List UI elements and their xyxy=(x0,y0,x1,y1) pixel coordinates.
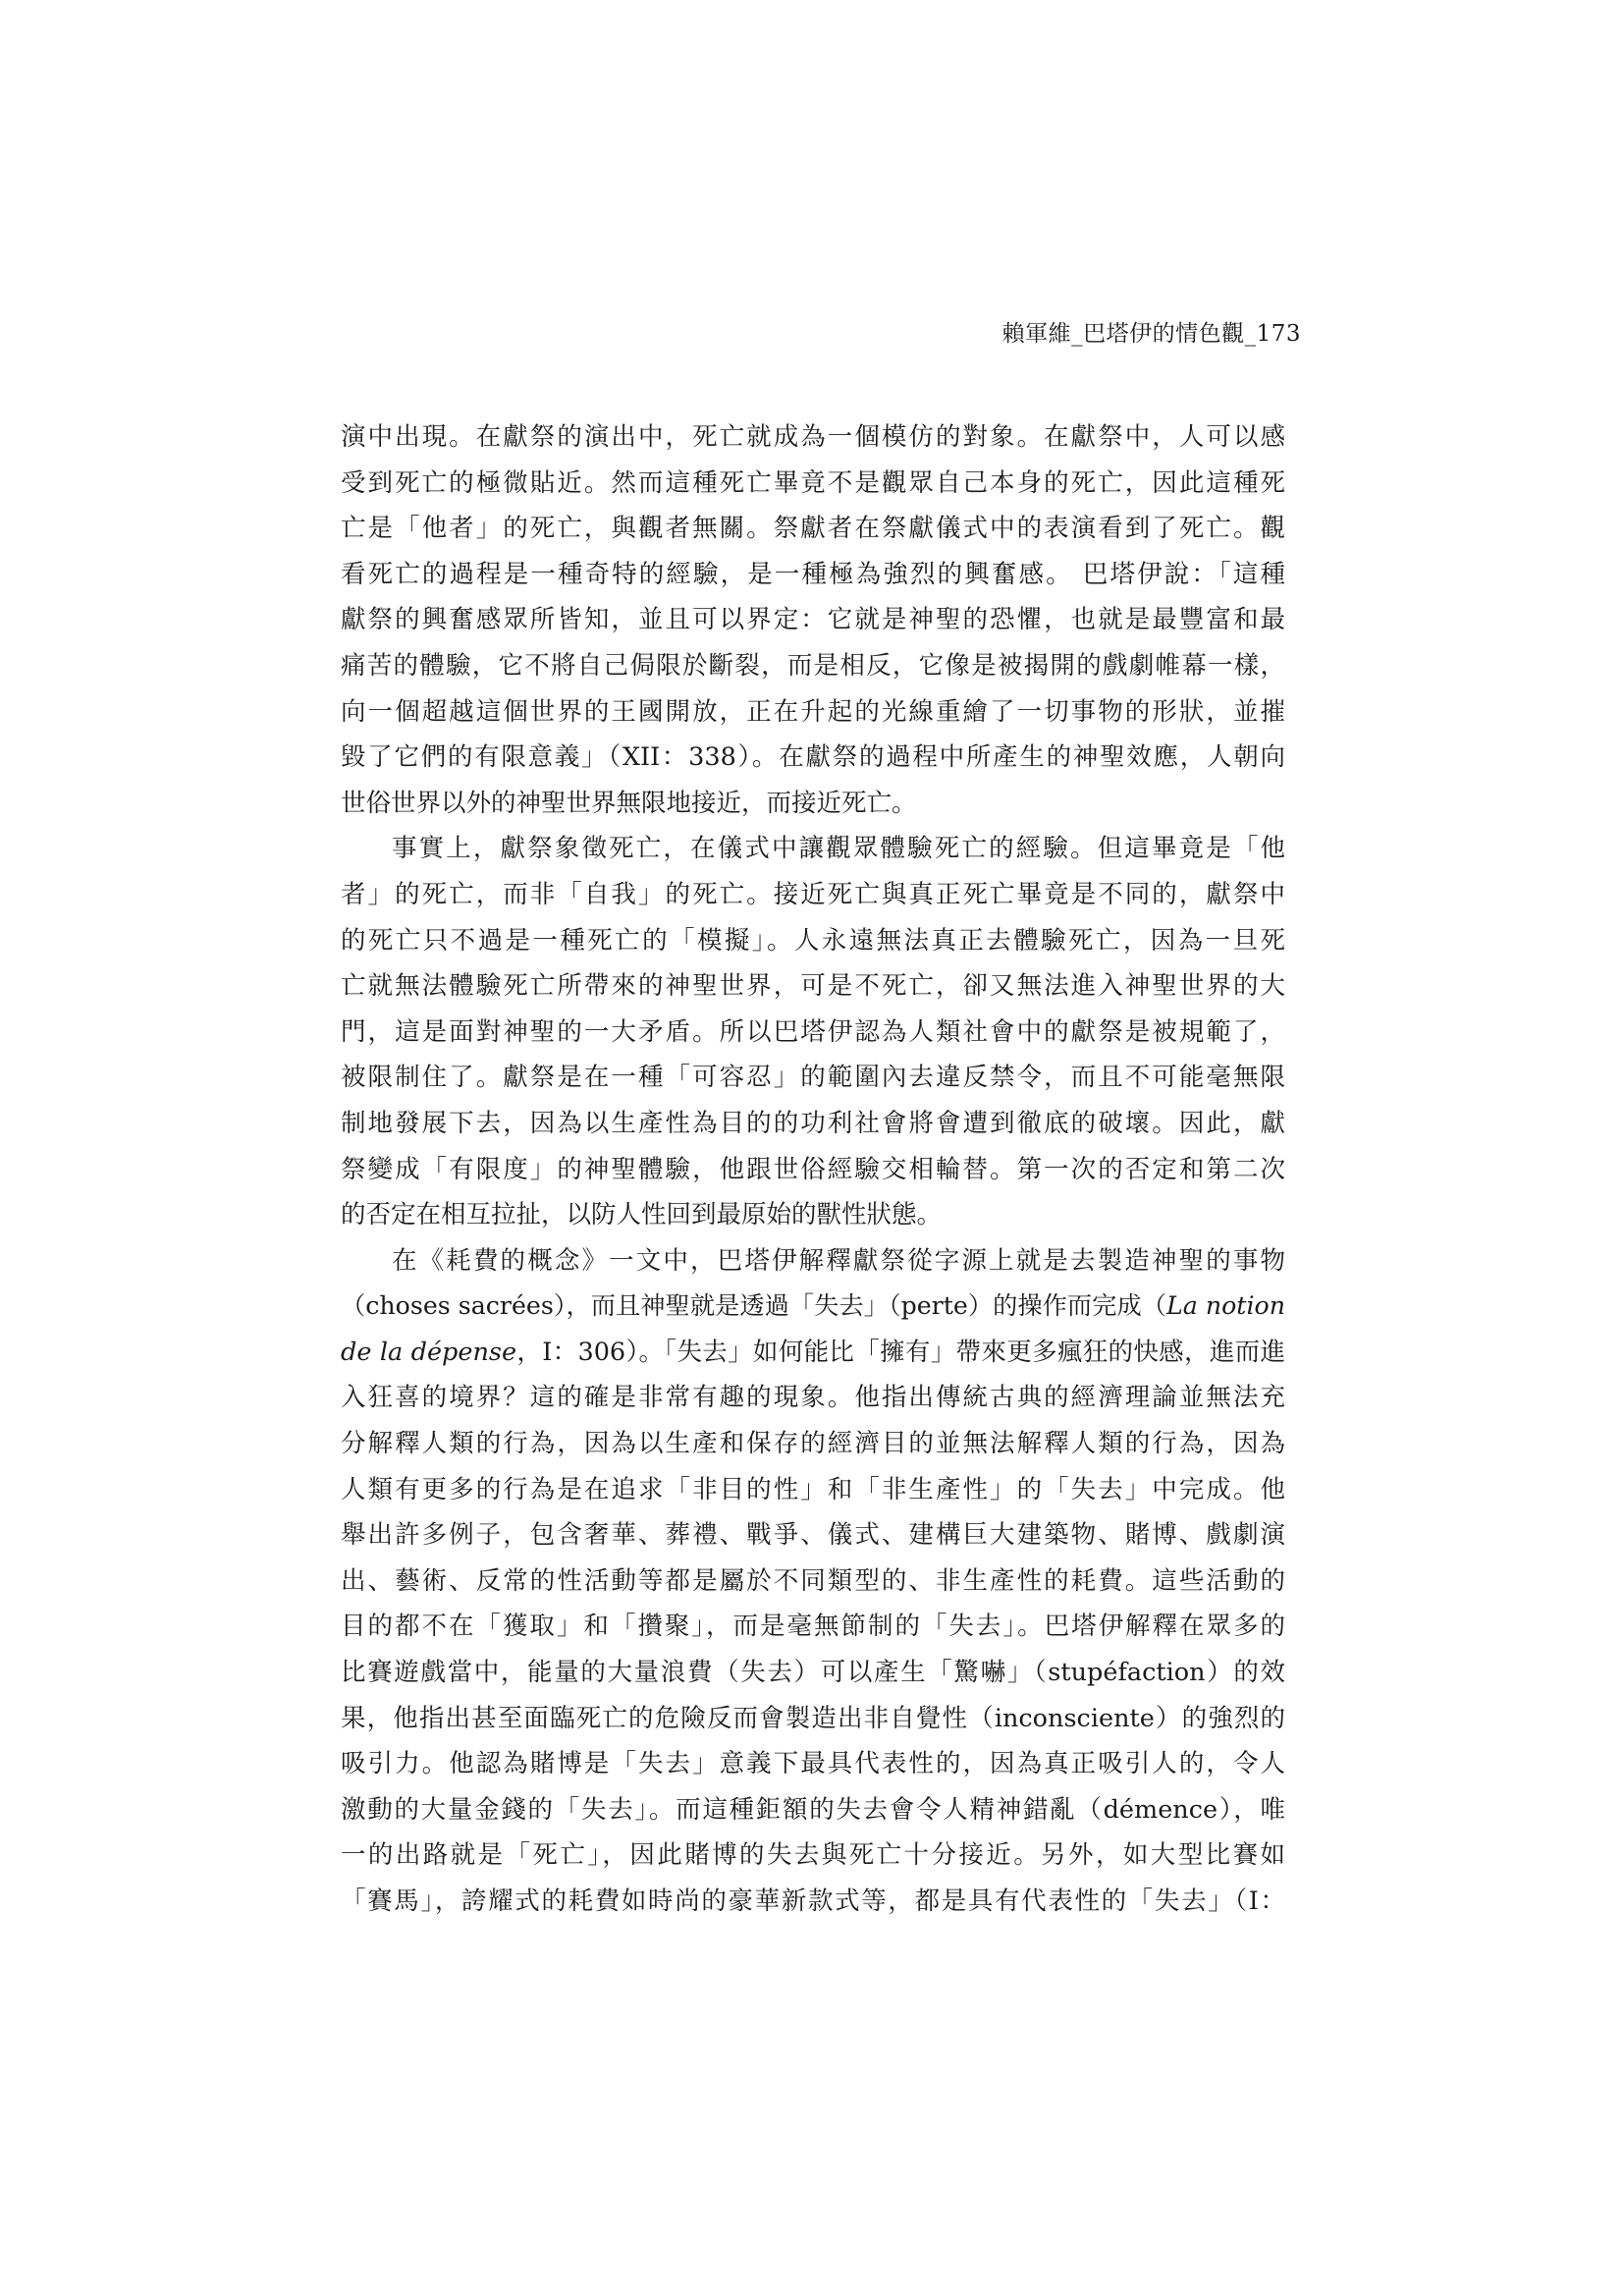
text-line: 吸引力。他認為賭博是「失去」意義下最具代表性的，因為真正吸引人的，令人 xyxy=(341,1749,1285,1779)
text-line: 的否定在相互拉扯，以防人性回到最原始的獸性狀態。 xyxy=(341,1200,943,1230)
text-line: 世俗世界以外的神聖世界無限地接近，而接近死亡。 xyxy=(341,788,917,818)
text-line: 痛苦的體驗，它不將自己侷限於斷裂，而是相反，它像是被揭開的戲劇帷幕一樣， xyxy=(341,650,1285,681)
text-line: 舉出許多例子，包含奢華、葬禮、戰爭、儀式、建構巨大建築物、賭博、戲劇演 xyxy=(341,1520,1285,1551)
text-line: 人類有更多的行為是在追求「非目的性」和「非生產性」的「失去」中完成。他 xyxy=(341,1474,1285,1504)
text-line: 入狂喜的境界？這的確是非常有趣的現象。他指出傳統古典的經濟理論並無法充 xyxy=(341,1383,1285,1413)
text-line: 分解釋人類的行為，因為以生產和保存的經濟目的並無法解釋人類的行為，因為 xyxy=(341,1429,1285,1459)
body-text xyxy=(341,414,1285,1925)
text-run: （choses sacrées），而且神聖就是透過「失去」（perte）的操作而完成（ xyxy=(341,1291,1166,1321)
text-line xyxy=(341,1284,1285,1330)
text-line: 亡就無法體驗死亡所帶來的神聖世界，可是不死亡，卻又無法進入神聖世界的大 xyxy=(341,971,1285,1002)
text-line: 獻祭的興奮感眾所皆知，並且可以界定：它就是神聖的恐懼，也就是最豐富和最 xyxy=(341,605,1285,635)
text-line: 的死亡只不過是一種死亡的「模擬」。人永遠無法真正去體驗死亡，因為一旦死 xyxy=(341,925,1285,956)
text-line: 在《耗費的概念》一文中，巴塔伊解釋獻祭從字源上就是去製造神聖的事物 xyxy=(392,1245,1285,1276)
text-line: 演中出現。在獻祭的演出中，死亡就成為一個模仿的對象。在獻祭中，人可以感 xyxy=(341,422,1285,452)
text-line: 門，這是面對神聖的一大矛盾。所以巴塔伊認為人類社會中的獻祭是被規範了， xyxy=(341,1016,1285,1047)
text-line: 毀了它們的有限意義」（XII：338）。在獻祭的過程中所產生的神聖效應，人朝向 xyxy=(341,742,1285,773)
text-line: 出、藝術、反常的性活動等都是屬於不同類型的、非生產性的耗費。這些活動的 xyxy=(341,1565,1285,1596)
text-line: 比賽遊戲當中，能量的大量浪費（失去）可以產生「驚嚇」（stupéfaction）的效 xyxy=(341,1658,1285,1688)
text-line: 制地發展下去，因為以生產性為目的的功利社會將會遭到徹底的破壞。因此，獻 xyxy=(341,1108,1285,1138)
text-line: 看死亡的過程是一種奇特的經驗，是一種極為強烈的興奮感。 巴塔伊說：「這種 xyxy=(341,559,1285,589)
text-line: 者」的死亡，而非「自我」的死亡。接近死亡與真正死亡畢竟是不同的，獻祭中 xyxy=(341,879,1285,909)
text-line: 激動的大量金錢的「失去」。而這種鉅額的失去會令人精神錯亂（démence），唯 xyxy=(341,1794,1285,1825)
text-line: 受到死亡的極微貼近。然而這種死亡畢竟不是觀眾自己本身的死亡，因此這種死 xyxy=(341,467,1285,498)
text-line: 被限制住了。獻祭是在一種「可容忍」的範圍內去違反禁令，而且不可能毫無限 xyxy=(341,1063,1285,1093)
text-line: 亡是「他者」的死亡，與觀者無關。祭獻者在祭獻儀式中的表演看到了死亡。觀 xyxy=(341,514,1285,544)
italic-title: de la dépense xyxy=(341,1337,517,1367)
text-line: 一的出路就是「死亡」，因此賭博的失去與死亡十分接近。另外，如大型比賽如 xyxy=(341,1840,1285,1871)
text-line: 目的都不在「獲取」和「攢聚」，而是毫無節制的「失去」。巴塔伊解釋在眾多的 xyxy=(341,1612,1285,1642)
text-line xyxy=(341,1330,1285,1376)
text-line: 向一個超越這個世界的王國開放，正在升起的光線重繪了一切事物的形狀，並摧 xyxy=(341,696,1285,727)
running-head: 賴軍維_巴塔伊的情色觀_173 xyxy=(1001,321,1301,347)
text-line: 果，他指出甚至面臨死亡的危險反而會製造出非自覺性（inconsciente）的強烈的 xyxy=(341,1703,1285,1733)
text-run: ，I：306）。「失去」如何能比「擁有」帶來更多瘋狂的快感，進而進 xyxy=(516,1337,1285,1367)
italic-title: La notion xyxy=(1165,1291,1285,1321)
text-line: 事實上，獻祭象徵死亡，在儀式中讓觀眾體驗死亡的經驗。但這畢竟是「他 xyxy=(392,834,1285,864)
text-line: 祭變成「有限度」的神聖體驗，他跟世俗經驗交相輪替。第一次的否定和第二次 xyxy=(341,1154,1285,1184)
text-line: 「賽馬」，誇耀式的耗費如時尚的豪華新款式等，都是具有代表性的「失去」（I： xyxy=(341,1886,1285,1916)
